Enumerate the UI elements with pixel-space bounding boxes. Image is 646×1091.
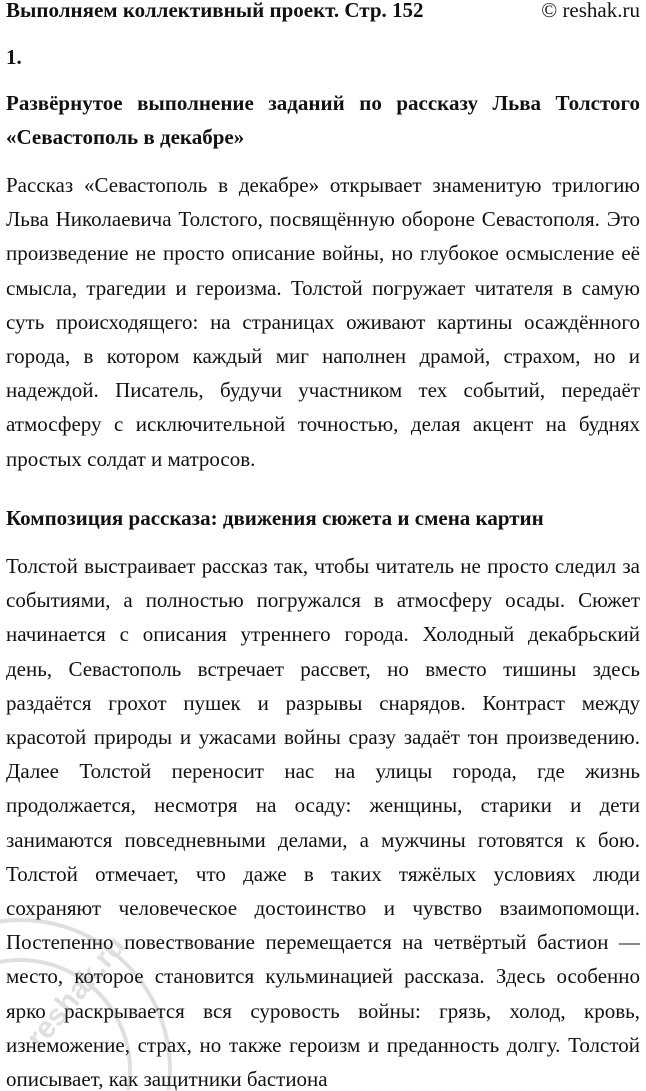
page-header bbox=[6, 0, 640, 26]
header-title: Выполняем коллективный проект. Стр. 152 bbox=[6, 0, 424, 22]
composition-paragraph: Толстой выстраивает рассказ так, чтобы читатель не просто следил за событиями, а полностью погружался в атмосферу осады. Сюжет начинается с описания утреннего города. Холодный декабрьский день, Севастополь встречает рассвет, но вместо тишины здесь раздаётся грохот пушек и разрывы снарядов. Контраст между красотой природы и ужасами войны сразу задаёт тон произведению. Далее Толстой переносит нас на улицы города, где жизнь продолжается, несмотря на осаду: женщины, старики и дети занимаются повседневными делами, а мужчины готовятся к бою. Толстой отмечает, что даже в таких тяжёлых условиях люди сохраняют человеческое достоинство и чувство взаимопомощи. Постепенно повествование перемещается на четвёртый бастион — место, которое становится кульминацией рассказа. Здесь особенно ярко раскрывается вся суровость войны: грязь, холод, кровь, изнеможение, страх, но также героизм и преданность долгу. Толстой описывает, как защитники бастиона bbox=[6, 554, 640, 1091]
section-heading: Композиция рассказа: движения сюжета и смена картин bbox=[6, 506, 544, 530]
watermark-text: reshak.ru bbox=[20, 929, 133, 1055]
task-number: 1. bbox=[6, 45, 22, 69]
intro-paragraph: Рассказ «Севастополь в декабре» открывает знаменитую трилогию Льва Николаевича Толстого, посвящённую обороне Севастополя. Это произведение не просто описание войны, но глубокое осмысление её смысла, трагедии и героизма. Толстой погружает читателя в самую суть происходящего: на страницах оживают картины осаждённого города, в котором каждый миг наполнен драмой, страхом, но и надеждой. Писатель, будучи участником тех событий, передаёт атмосферу с исключительной точностью, делая акцент на буднях простых солдат и матросов. bbox=[6, 173, 640, 471]
header-site[interactable]: © reshak.ru bbox=[541, 0, 640, 22]
main-heading: Развёрнутое выполнение заданий по рассказу Льва Толстого «Севастополь в декабре» bbox=[6, 91, 640, 149]
